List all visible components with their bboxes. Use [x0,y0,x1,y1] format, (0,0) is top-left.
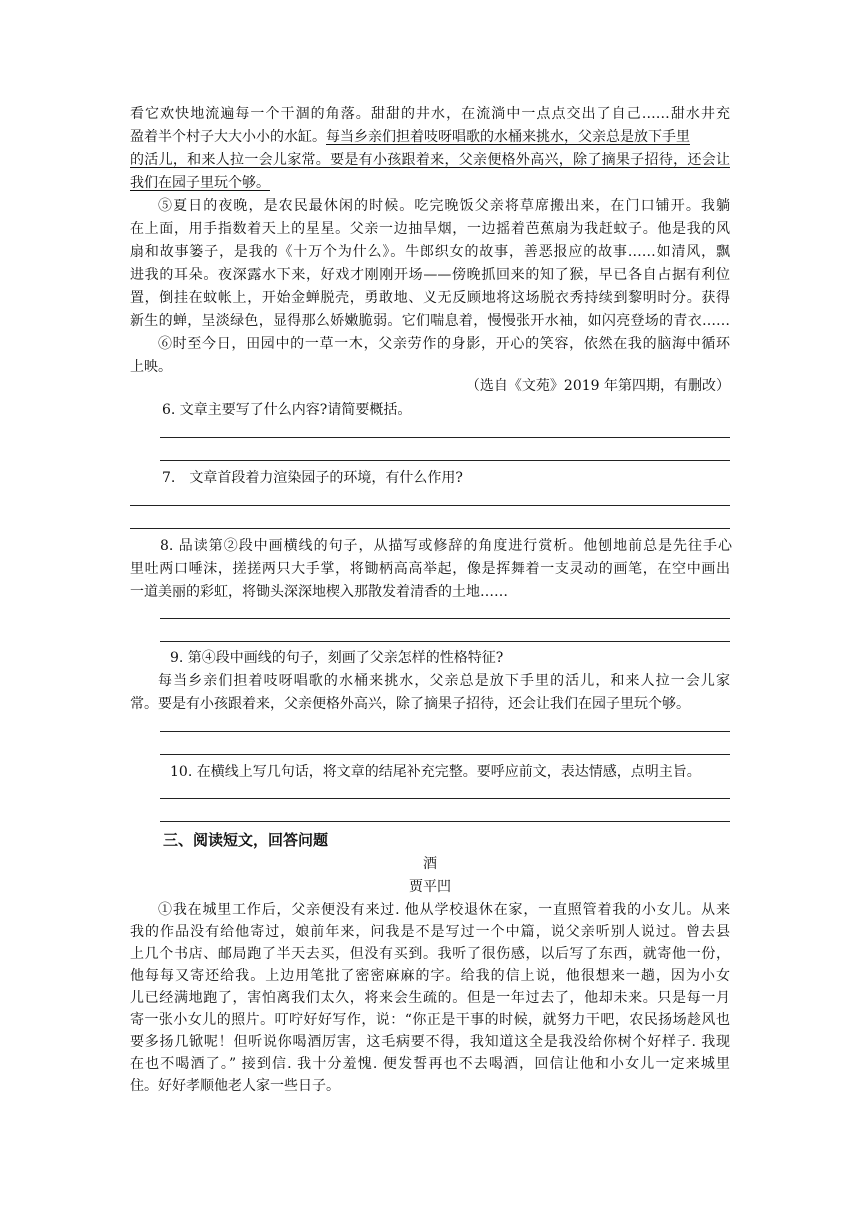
question-9: 9. 第④段中画线的句子，刻画了父亲怎样的性格特征? [170,650,504,666]
answer-line[interactable] [160,460,730,461]
question-9-quote: 常。要是有小孩跟着来，父亲便格外高兴，除了摘果子招待，还会让我们在园子里玩个够。 [130,696,690,712]
section-heading: 三、阅读短文，回答问题 [163,831,329,849]
answer-line[interactable] [130,528,730,529]
question-8-line: 8. 品读第②段中画横线的句子，从描写或修辞的角度进行赏析。他刨地前总是先往手心 [160,538,732,554]
article-title: 酒 [423,856,437,872]
question-8-line: 一道美丽的彩虹，将锄头深深地楔入那散发着清香的土地…… [130,584,508,600]
source-citation: （选自《文苑》2019 年第四期，有删改） [465,378,730,394]
question-6: 6. 文章主要写了什么内容?请简要概括。 [162,402,412,418]
para6-line: 上映。 [130,359,172,375]
para6-line: ⑥时至今日，田园中的一草一木，父亲劳作的身影，开心的笑容，依然在我的脑海中循环 [158,336,730,352]
para1-line: 我的作品没有给他寄过，娘前年来，问我是不是写过一个中篇，说父亲听别人说过。曾去县 [130,924,730,940]
question-8-line: 里吐两口唾沫，搓搓两只大手掌，将锄柄高高举起，像是挥舞着一支灵动的画笔，在空中画出 [130,561,730,577]
para1-line: 儿已经满地跑了，害怕离我们太久，将来会生疏的。但是一年过去了，他却未来。只是每一月 [130,990,730,1006]
para1-line: 要多扬几锨呢！但听说你喝酒厉害，这毛病要不得，我知道这全是我没给你树个好样子. 我现 [130,1034,730,1050]
underlined-sentence: 我们在园子里玩个够。 [130,175,270,191]
para5-line: 置，倒挂在蚊帐上，开始金蝉脱壳，勇敢地、义无反顾地将这场脱衣秀持续到黎明时分。获得 [130,290,730,306]
answer-line[interactable] [130,505,730,506]
para1-line: 住。好好孝顺他老人家一些日子。 [130,1078,340,1094]
answer-line[interactable] [160,798,730,799]
answer-line[interactable] [160,821,730,822]
passage-text: 盈着半个村子大大小小的水缸。 [130,129,326,145]
underlined-sentence: 的活儿，和来人拉一会儿家常。要是有小孩跟着来，父亲便格外高兴，除了摘果子招待，还会让 [130,152,730,168]
para1-line: 在也不喝酒了。” 接到信. 我十分羞愧. 便发誓再也不去喝酒，回信让他和小女儿一定来城里 [130,1056,730,1072]
answer-line[interactable] [160,437,730,438]
para1-line: 寄一张小女儿的照片。叮咛好好写作，说：“你正是干事的时候，就努力干吧，农民扬场趁风也 [130,1012,730,1028]
answer-line[interactable] [160,618,730,619]
para1-line: 他每每又寄还给我。上边用笔批了密密麻麻的字。给我的信上说，他很想来一趟，因为小女 [130,968,730,984]
question-7: 7. 文章首段着力渲染园子的环境，有什么作用? [162,470,463,486]
passage-line [130,127,730,147]
question-9-quote: 每当乡亲们担着吱呀唱歌的水桶来挑水，父亲总是放下手里的活儿，和来人拉一会儿家 [158,673,730,689]
answer-line[interactable] [160,641,730,642]
para5-line: 新生的蝉，呈淡绿色，显得那么娇嫩脆弱。它们喘息着，慢慢张开水袖，如闪亮登场的青衣…… [130,313,730,329]
para1-line: 上几个书店、邮局跑了半天去买，但没有买到。我听了很伤感，以后写了东西，就寄他一份， [130,946,730,962]
question-10: 10. 在横线上写几句话，将文章的结尾补充完整。要呼应前文，表达情感，点明主旨。 [170,764,701,780]
para1-line: ①我在城里工作后，父亲便没有来过. 他从学校退休在家，一直照管着我的小女儿。从来 [158,902,730,918]
para5-line: 进我的耳朵。夜深露水下来，好戏才刚刚开场——傍晚抓回来的知了猴，早已各自占据有利位 [130,267,730,283]
passage-line: 看它欢快地流遍每一个干涸的角落。甜甜的井水，在流淌中一点点交出了自己……甜水井充 [130,106,730,122]
answer-line[interactable] [160,731,730,732]
underlined-sentence: 每当乡亲们担着吱呀唱歌的水桶来挑水，父亲总是放下手里 [326,129,690,145]
para5-line: 在上面，用手指数着天上的星星。父亲一边抽旱烟，一边摇着芭蕉扇为我赶蚊子。他是我的风 [130,221,730,237]
answer-line[interactable] [160,754,730,755]
para5-line: ⑤夏日的夜晚，是农民最休闲的时候。吃完晚饭父亲将草席搬出来，在门口铺开。我躺 [158,198,730,214]
article-author: 贾平凹 [409,879,451,895]
para5-line: 扇和故事篓子，是我的《十万个为什么》。牛郎织女的故事，善恶报应的故事……如清风，飘 [130,244,730,260]
